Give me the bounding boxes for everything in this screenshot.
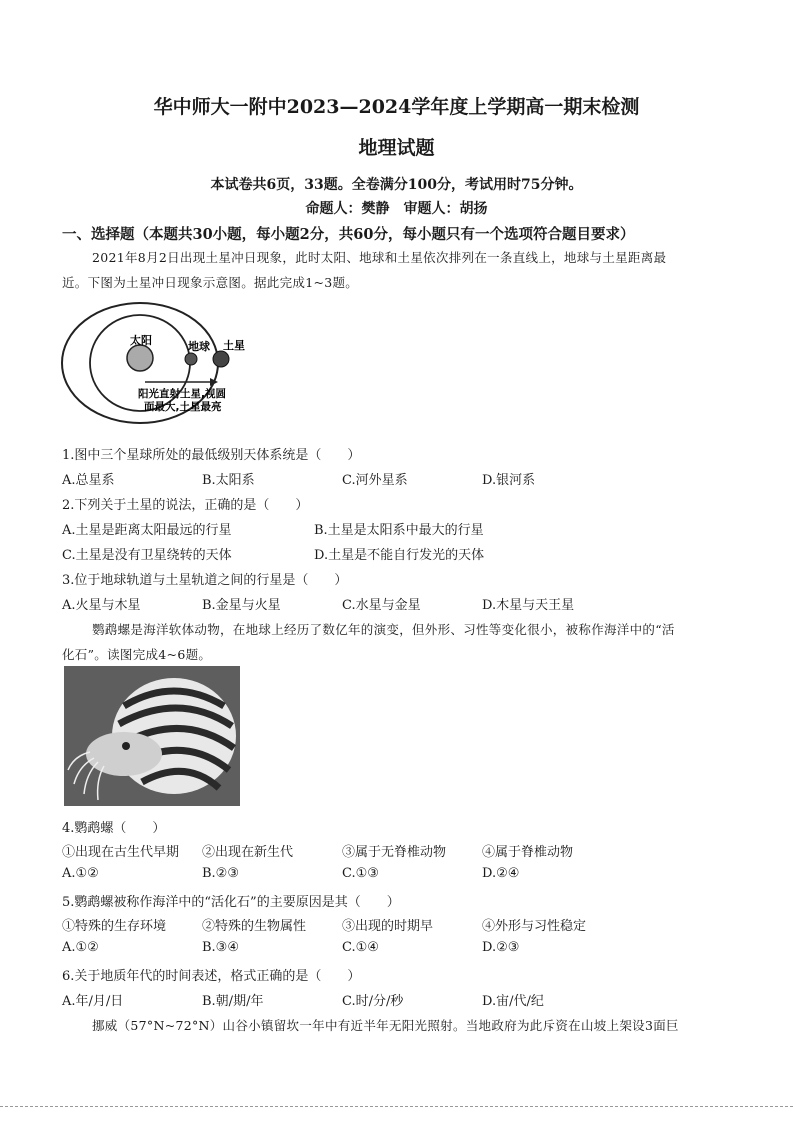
q5-option-b: B.③④: [202, 940, 239, 955]
diagram-caption-2: 面最大,土星最亮: [144, 401, 222, 413]
q5-option-d: D.②③: [482, 940, 520, 955]
q5-option-c: C.①④: [342, 940, 379, 955]
q6-option-d: D.宙/代/纪: [482, 994, 544, 1009]
q4-option-a: A.①②: [62, 866, 99, 881]
passage-3-line-1: 挪威（57°N~72°N）山谷小镇留坎一年中有近半年无阳光照射。当地政府为此斥资在山坡上架设3面巨: [92, 1018, 679, 1033]
q4-option-d: D.②④: [482, 866, 520, 881]
saturn-circle: [213, 351, 229, 367]
q3-option-a: A.火星与木星: [62, 598, 141, 613]
q3-option-c: C.水星与金星: [342, 598, 421, 613]
q1-option-b: B.太阳系: [202, 473, 255, 488]
q5-statement-3: ③出现的时期早: [342, 919, 434, 934]
q3-option-b: B.金星与火星: [202, 598, 281, 613]
earth-label: 地球: [188, 340, 210, 353]
subject-title: 地理试题: [358, 137, 435, 159]
passage-2-line-1: 鹦鹉螺是海洋软体动物，在地球上经历了数亿年的演变，但外形、习性等变化很小，被称作海洋中的“活: [92, 622, 675, 637]
question-6-stem: 6.关于地质年代的时间表述，格式正确的是（ ）: [62, 969, 361, 984]
q2-option-c: C.土星是没有卫星绕转的天体: [62, 548, 232, 563]
passage-1-line-2: 近。下图为土星冲日现象示意图。据此完成1~3题。: [62, 275, 359, 290]
exam-title: 华中师大一附中2023—2024学年度上学期高一期末检测: [153, 96, 640, 118]
saturn-opposition-diagram: [60, 300, 260, 430]
q2-option-b: B.土星是太阳系中最大的行星: [314, 523, 484, 538]
q5-statement-4: ④外形与习性稳定: [482, 919, 587, 934]
q5-statement-2: ②特殊的生物属性: [202, 919, 307, 934]
q6-option-a: A.年/月/日: [62, 994, 124, 1009]
q4-option-b: B.②③: [202, 866, 239, 881]
exam-info: 本试卷共6页，33题。全卷满分100分，考试用时75分钟。: [210, 177, 583, 193]
question-4-stem: 4.鹦鹉螺（ ）: [62, 821, 166, 836]
saturn-label: 土星: [223, 339, 245, 352]
question-5-stem: 5.鹦鹉螺被称作海洋中的“活化石”的主要原因是其（ ）: [62, 895, 400, 910]
q4-statement-4: ④属于脊椎动物: [482, 845, 574, 860]
question-3-stem: 3.位于地球轨道与土星轨道之间的行星是（ ）: [62, 573, 348, 588]
q1-option-d: D.银河系: [482, 473, 536, 488]
q4-statement-2: ②出现在新生代: [202, 845, 294, 860]
earth-circle: [185, 353, 197, 365]
q2-option-a: A.土星是距离太阳最远的行星: [62, 523, 232, 538]
sun-circle: [127, 345, 153, 371]
question-2-stem: 2.下列关于土星的说法，正确的是（ ）: [62, 498, 309, 513]
q4-statement-1: ①出现在古生代早期: [62, 845, 180, 860]
diagram-caption-1: 阳光直射土星,视圆: [138, 388, 226, 400]
q4-statement-3: ③属于无脊椎动物: [342, 845, 447, 860]
q2-option-d: D.土星是不能自行发光的天体: [314, 548, 485, 563]
q6-option-b: B.朝/期/年: [202, 994, 264, 1009]
q4-option-c: C.①③: [342, 866, 379, 881]
exam-authors: 命题人：樊静 审题人：胡扬: [305, 201, 488, 217]
passage-2-line-2: 化石”。读图完成4~6题。: [62, 647, 212, 662]
q5-option-a: A.①②: [62, 940, 99, 955]
nautilus-photo: [64, 666, 240, 806]
nautilus-head: [86, 732, 162, 776]
q1-option-c: C.河外星系: [342, 473, 408, 488]
q1-option-a: A.总星系: [62, 473, 115, 488]
page-bottom-divider: [0, 1106, 793, 1107]
sun-label: 太阳: [130, 334, 152, 347]
q5-statement-1: ①特殊的生存环境: [62, 919, 167, 934]
question-1-stem: 1.图中三个星球所处的最低级别天体系统是（ ）: [62, 448, 361, 463]
nautilus-illustration: [64, 666, 240, 806]
passage-1-line-1: 2021年8月2日出现土星冲日现象，此时太阳、地球和土星依次排列在一条直线上，地球与土星距离最: [92, 250, 667, 265]
q6-option-c: C.时/分/秒: [342, 994, 404, 1009]
q3-option-d: D.木星与天王星: [482, 598, 575, 613]
section-heading: 一、选择题（本题共30小题，每小题2分，共60分，每小题只有一个选项符合题目要求）: [62, 226, 635, 243]
